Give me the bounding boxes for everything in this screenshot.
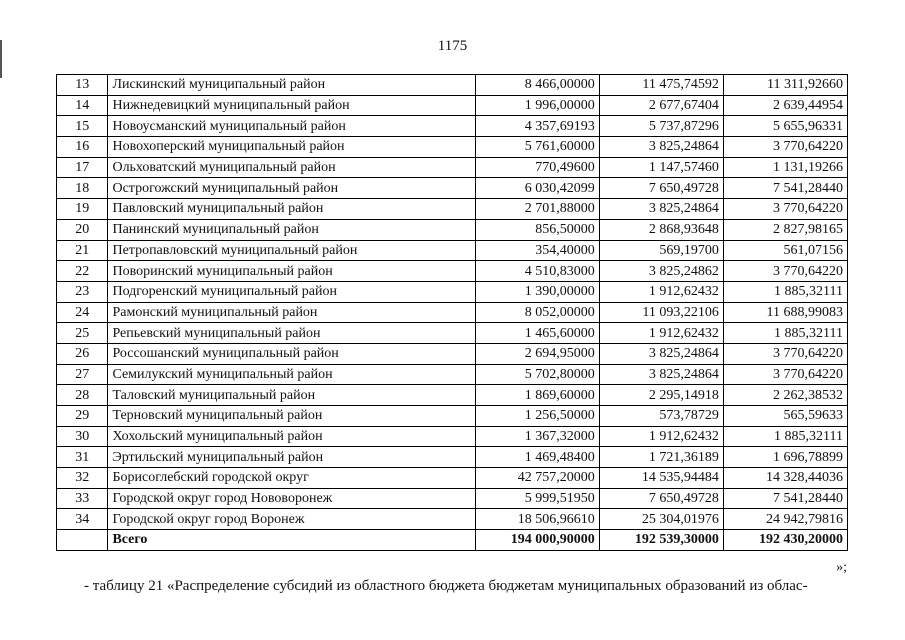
value-col-1: 42 757,20000 bbox=[475, 468, 599, 489]
municipality-name: Семилукский муниципальный район bbox=[108, 364, 475, 385]
row-number: 26 bbox=[57, 343, 108, 364]
municipality-name: Нижнедевицкий муниципальный район bbox=[108, 95, 475, 116]
value-col-1: 5 702,80000 bbox=[475, 364, 599, 385]
municipality-name: Панинский муниципальный район bbox=[108, 219, 475, 240]
municipality-name: Новоусманский муниципальный район bbox=[108, 116, 475, 137]
municipality-name: Хохольский муниципальный район bbox=[108, 426, 475, 447]
page-number: 1175 bbox=[437, 38, 468, 54]
value-col-2: 1 912,62432 bbox=[599, 281, 723, 302]
table-row bbox=[57, 95, 848, 116]
row-number: 25 bbox=[57, 323, 108, 344]
value-col-1: 5 999,51950 bbox=[475, 488, 599, 509]
row-number: 20 bbox=[57, 219, 108, 240]
value-col-3: 24 942,79816 bbox=[723, 509, 847, 530]
continuation-text: - таблицу 21 «Распределение субсидий из областного бюджета бюджетам муниципальных образований из облас- bbox=[84, 578, 808, 594]
value-col-3: 2 827,98165 bbox=[723, 219, 847, 240]
value-col-3: 565,59633 bbox=[723, 406, 847, 427]
total-value-3: 192 430,20000 bbox=[723, 530, 847, 551]
table-row bbox=[57, 323, 848, 344]
value-col-3: 3 770,64220 bbox=[723, 199, 847, 220]
value-col-3: 3 770,64220 bbox=[723, 343, 847, 364]
value-col-2: 11 475,74592 bbox=[599, 75, 723, 96]
row-number: 17 bbox=[57, 157, 108, 178]
value-col-3: 3 770,64220 bbox=[723, 261, 847, 282]
value-col-3: 5 655,96331 bbox=[723, 116, 847, 137]
municipality-name: Терновский муниципальный район bbox=[108, 406, 475, 427]
row-number: 33 bbox=[57, 488, 108, 509]
value-col-1: 18 506,96610 bbox=[475, 509, 599, 530]
value-col-2: 5 737,87296 bbox=[599, 116, 723, 137]
value-col-2: 7 650,49728 bbox=[599, 488, 723, 509]
row-number: 27 bbox=[57, 364, 108, 385]
municipality-name: Городской округ город Нововоронеж bbox=[108, 488, 475, 509]
value-col-1: 1 469,48400 bbox=[475, 447, 599, 468]
value-col-2: 14 535,94484 bbox=[599, 468, 723, 489]
value-col-2: 3 825,24864 bbox=[599, 137, 723, 158]
row-number: 16 bbox=[57, 137, 108, 158]
municipality-name: Павловский муниципальный район bbox=[108, 199, 475, 220]
value-col-1: 2 694,95000 bbox=[475, 343, 599, 364]
table-row bbox=[57, 75, 848, 96]
table-row bbox=[57, 385, 848, 406]
table-row bbox=[57, 488, 848, 509]
municipality-name: Таловский муниципальный район bbox=[108, 385, 475, 406]
table-row bbox=[57, 137, 848, 158]
value-col-3: 1 885,32111 bbox=[723, 323, 847, 344]
row-number: 24 bbox=[57, 302, 108, 323]
municipality-name: Городской округ город Воронеж bbox=[108, 509, 475, 530]
row-number: 15 bbox=[57, 116, 108, 137]
table-row bbox=[57, 302, 848, 323]
municipality-name: Подгоренский муниципальный район bbox=[108, 281, 475, 302]
value-col-2: 3 825,24862 bbox=[599, 261, 723, 282]
value-col-3: 11 688,99083 bbox=[723, 302, 847, 323]
closing-quote: »; bbox=[836, 560, 847, 575]
subsidy-table bbox=[56, 74, 848, 551]
total-row bbox=[57, 530, 848, 551]
value-col-1: 856,50000 bbox=[475, 219, 599, 240]
total-value-2: 192 539,30000 bbox=[599, 530, 723, 551]
municipality-name: Поворинский муниципальный район bbox=[108, 261, 475, 282]
value-col-3: 1 885,32111 bbox=[723, 281, 847, 302]
value-col-3: 14 328,44036 bbox=[723, 468, 847, 489]
municipality-name: Борисоглебский городской округ bbox=[108, 468, 475, 489]
table-row bbox=[57, 406, 848, 427]
table-body bbox=[57, 75, 848, 551]
municipality-name: Новохоперский муниципальный район bbox=[108, 137, 475, 158]
value-col-2: 1 147,57460 bbox=[599, 157, 723, 178]
row-number: 23 bbox=[57, 281, 108, 302]
row-number: 21 bbox=[57, 240, 108, 261]
table-row bbox=[57, 468, 848, 489]
value-col-3: 2 262,38532 bbox=[723, 385, 847, 406]
value-col-1: 1 256,50000 bbox=[475, 406, 599, 427]
row-number: 34 bbox=[57, 509, 108, 530]
table-row bbox=[57, 240, 848, 261]
value-col-2: 3 825,24864 bbox=[599, 364, 723, 385]
value-col-2: 2 295,14918 bbox=[599, 385, 723, 406]
value-col-3: 1 885,32111 bbox=[723, 426, 847, 447]
row-number: 13 bbox=[57, 75, 108, 96]
value-col-2: 11 093,22106 bbox=[599, 302, 723, 323]
table-row bbox=[57, 219, 848, 240]
value-col-1: 1 390,00000 bbox=[475, 281, 599, 302]
value-col-2: 573,78729 bbox=[599, 406, 723, 427]
municipality-name: Лискинский муниципальный район bbox=[108, 75, 475, 96]
value-col-1: 8 052,00000 bbox=[475, 302, 599, 323]
row-number: 18 bbox=[57, 178, 108, 199]
municipality-name: Рамонский муниципальный район bbox=[108, 302, 475, 323]
row-number: 14 bbox=[57, 95, 108, 116]
table-row bbox=[57, 343, 848, 364]
municipality-name: Петропавловский муниципальный район bbox=[108, 240, 475, 261]
value-col-1: 1 996,00000 bbox=[475, 95, 599, 116]
value-col-1: 5 761,60000 bbox=[475, 137, 599, 158]
municipality-name: Эртильский муниципальный район bbox=[108, 447, 475, 468]
table-row bbox=[57, 447, 848, 468]
value-col-3: 1 696,78899 bbox=[723, 447, 847, 468]
total-label: Всего bbox=[108, 530, 475, 551]
value-col-2: 2 677,67404 bbox=[599, 95, 723, 116]
value-col-1: 6 030,42099 bbox=[475, 178, 599, 199]
row-number: 29 bbox=[57, 406, 108, 427]
total-empty-cell bbox=[57, 530, 108, 551]
value-col-3: 3 770,64220 bbox=[723, 137, 847, 158]
value-col-3: 7 541,28440 bbox=[723, 488, 847, 509]
row-number: 22 bbox=[57, 261, 108, 282]
row-number: 32 bbox=[57, 468, 108, 489]
value-col-2: 3 825,24864 bbox=[599, 343, 723, 364]
row-number: 30 bbox=[57, 426, 108, 447]
table-row bbox=[57, 178, 848, 199]
table-row bbox=[57, 261, 848, 282]
value-col-2: 3 825,24864 bbox=[599, 199, 723, 220]
table-row bbox=[57, 281, 848, 302]
table-row bbox=[57, 157, 848, 178]
value-col-3: 3 770,64220 bbox=[723, 364, 847, 385]
value-col-3: 7 541,28440 bbox=[723, 178, 847, 199]
value-col-1: 4 510,83000 bbox=[475, 261, 599, 282]
value-col-1: 4 357,69193 bbox=[475, 116, 599, 137]
value-col-1: 1 465,60000 bbox=[475, 323, 599, 344]
table-row bbox=[57, 364, 848, 385]
total-value-1: 194 000,90000 bbox=[475, 530, 599, 551]
value-col-1: 1 869,60000 bbox=[475, 385, 599, 406]
value-col-1: 8 466,00000 bbox=[475, 75, 599, 96]
value-col-2: 1 912,62432 bbox=[599, 426, 723, 447]
value-col-1: 1 367,32000 bbox=[475, 426, 599, 447]
value-col-2: 1 721,36189 bbox=[599, 447, 723, 468]
value-col-1: 770,49600 bbox=[475, 157, 599, 178]
table-row bbox=[57, 199, 848, 220]
row-number: 19 bbox=[57, 199, 108, 220]
row-number: 31 bbox=[57, 447, 108, 468]
table-row bbox=[57, 426, 848, 447]
value-col-2: 25 304,01976 bbox=[599, 509, 723, 530]
table-row bbox=[57, 116, 848, 137]
municipality-name: Репьевский муниципальный район bbox=[108, 323, 475, 344]
municipality-name: Ольховатский муниципальный район bbox=[108, 157, 475, 178]
municipality-name: Острогожский муниципальный район bbox=[108, 178, 475, 199]
value-col-3: 1 131,19266 bbox=[723, 157, 847, 178]
value-col-2: 1 912,62432 bbox=[599, 323, 723, 344]
value-col-2: 7 650,49728 bbox=[599, 178, 723, 199]
value-col-3: 561,07156 bbox=[723, 240, 847, 261]
value-col-1: 354,40000 bbox=[475, 240, 599, 261]
value-col-3: 11 311,92660 bbox=[723, 75, 847, 96]
municipality-name: Россошанский муниципальный район bbox=[108, 343, 475, 364]
value-col-2: 2 868,93648 bbox=[599, 219, 723, 240]
row-number: 28 bbox=[57, 385, 108, 406]
value-col-1: 2 701,88000 bbox=[475, 199, 599, 220]
value-col-3: 2 639,44954 bbox=[723, 95, 847, 116]
value-col-2: 569,19700 bbox=[599, 240, 723, 261]
table-row bbox=[57, 509, 848, 530]
